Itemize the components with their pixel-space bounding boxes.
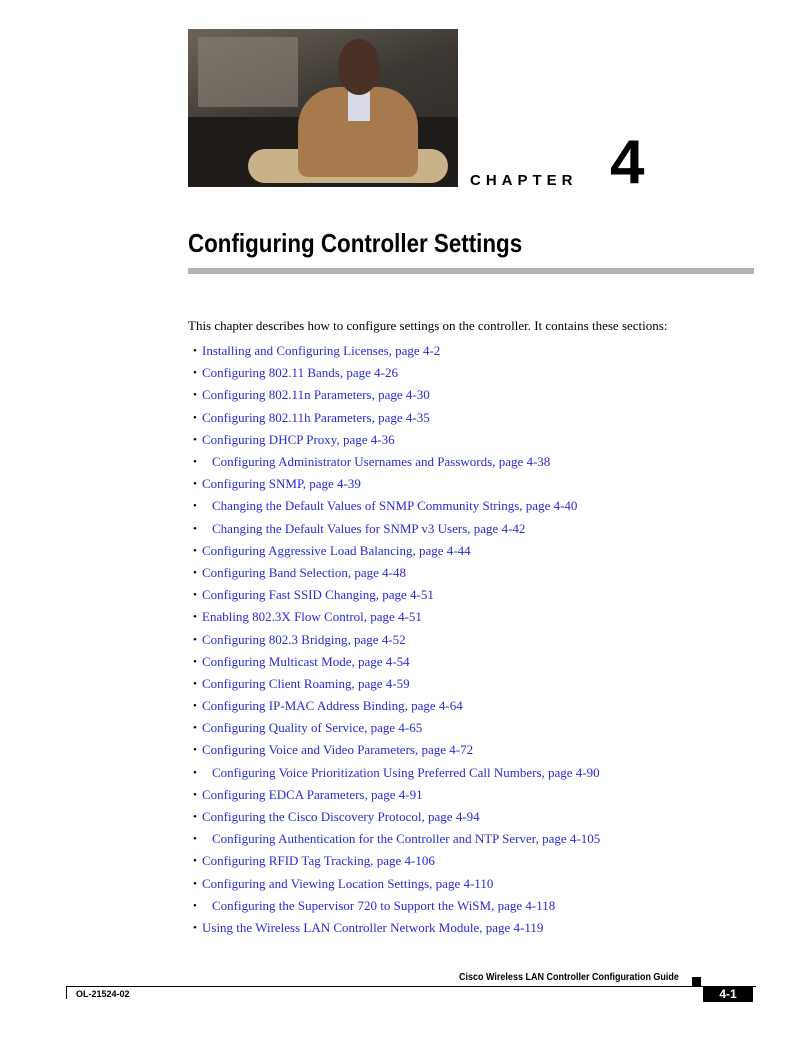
list-item — [193, 806, 600, 828]
section-link[interactable]: Configuring SNMP, page 4-39 — [202, 476, 361, 492]
section-link[interactable]: Configuring Quality of Service, page 4-65 — [202, 720, 423, 736]
list-item — [193, 628, 600, 650]
list-item — [193, 384, 600, 406]
page-title: Configuring Controller Settings — [188, 228, 523, 258]
bullet-icon: • — [193, 877, 197, 890]
list-item — [193, 762, 600, 784]
list-item — [193, 850, 600, 872]
list-item — [193, 473, 600, 495]
list-item — [193, 429, 600, 451]
bullet-icon: • — [193, 411, 197, 424]
list-item — [193, 362, 600, 384]
bullet-icon: • — [193, 589, 197, 602]
list-item — [193, 828, 600, 850]
page-number: 4-1 — [703, 986, 753, 1002]
list-item — [193, 673, 600, 695]
intro-text: This chapter describes how to configure settings on the controller. It contains these sections: — [188, 318, 668, 333]
section-link[interactable]: Changing the Default Values of SNMP Community Strings, page 4-40 — [212, 498, 578, 514]
bullet-icon: • — [193, 633, 197, 646]
section-link[interactable]: Configuring the Cisco Discovery Protocol, page 4-94 — [202, 809, 480, 825]
bullet-icon: • — [193, 478, 197, 491]
list-item — [193, 895, 600, 917]
bullet-icon: • — [193, 367, 197, 380]
section-link[interactable]: Configuring Band Selection, page 4-48 — [202, 564, 406, 580]
footer-divider — [66, 986, 756, 987]
section-link[interactable]: Configuring Fast SSID Changing, page 4-51 — [202, 587, 434, 603]
chapter-number: 4 — [610, 128, 645, 197]
list-item — [193, 340, 600, 362]
title-divider — [188, 268, 754, 274]
bullet-icon: • — [193, 345, 197, 358]
list-item — [193, 451, 600, 473]
bullet-icon: • — [193, 500, 197, 513]
bullet-icon: • — [193, 389, 197, 402]
bullet-icon: • — [193, 566, 197, 579]
bullet-icon: • — [193, 456, 197, 469]
section-link[interactable]: Configuring 802.11 Bands, page 4-26 — [202, 365, 398, 381]
list-item — [193, 917, 600, 939]
bullet-icon: • — [193, 544, 197, 557]
chapter-photo — [188, 29, 458, 187]
section-link[interactable]: Configuring 802.3 Bridging, page 4-52 — [202, 631, 406, 647]
list-item — [193, 518, 600, 540]
section-link[interactable]: Configuring Authentication for the Controller and NTP Server, page 4-105 — [212, 831, 601, 847]
section-link[interactable]: Configuring and Viewing Location Settings, page 4-110 — [202, 875, 494, 891]
section-link[interactable]: Configuring Voice and Video Parameters, page 4-72 — [202, 742, 474, 758]
list-item — [193, 651, 600, 673]
bullet-icon: • — [193, 921, 197, 934]
bullet-icon: • — [193, 744, 197, 757]
section-link[interactable]: Configuring DHCP Proxy, page 4-36 — [202, 431, 395, 447]
bullet-icon: • — [193, 611, 197, 624]
bullet-icon: • — [193, 788, 197, 801]
list-item — [193, 495, 600, 517]
footer-guide-title: Cisco Wireless LAN Controller Configuration Guide — [459, 972, 679, 983]
footer-marker — [692, 977, 701, 986]
bullet-icon: • — [193, 899, 197, 912]
list-item — [193, 562, 600, 584]
section-link[interactable]: Configuring Multicast Mode, page 4-54 — [202, 653, 410, 669]
bullet-icon: • — [193, 722, 197, 735]
list-item — [193, 407, 600, 429]
list-item — [193, 606, 600, 628]
bullet-icon: • — [193, 833, 197, 846]
section-link[interactable]: Enabling 802.3X Flow Control, page 4-51 — [202, 609, 422, 625]
bullet-icon: • — [193, 522, 197, 535]
section-link[interactable]: Configuring IP-MAC Address Binding, page 4-64 — [202, 698, 463, 714]
bullet-icon: • — [193, 855, 197, 868]
list-item — [193, 584, 600, 606]
section-link[interactable]: Configuring the Supervisor 720 to Support the WiSM, page 4-118 — [212, 897, 556, 913]
footer-tick — [66, 986, 67, 999]
section-link[interactable]: Configuring RFID Tag Tracking, page 4-106 — [202, 853, 435, 869]
section-link[interactable]: Configuring Administrator Usernames and Passwords, page 4-38 — [212, 454, 551, 470]
list-item — [193, 873, 600, 895]
list-item — [193, 784, 600, 806]
list-item — [193, 695, 600, 717]
list-item — [193, 540, 600, 562]
section-link[interactable]: Changing the Default Values for SNMP v3 Users, page 4-42 — [212, 520, 526, 536]
section-link[interactable]: Configuring Client Roaming, page 4-59 — [202, 675, 410, 691]
section-link[interactable]: Installing and Configuring Licenses, page 4-2 — [202, 343, 441, 359]
section-list — [193, 340, 600, 939]
bullet-icon: • — [193, 433, 197, 446]
section-link[interactable]: Configuring Aggressive Load Balancing, page 4-44 — [202, 542, 471, 558]
section-link[interactable]: Configuring 802.11n Parameters, page 4-30 — [202, 387, 430, 403]
bullet-icon: • — [193, 655, 197, 668]
section-link[interactable]: Configuring EDCA Parameters, page 4-91 — [202, 786, 423, 802]
bullet-icon: • — [193, 700, 197, 713]
bullet-icon: • — [193, 766, 197, 779]
section-link[interactable]: Configuring 802.11h Parameters, page 4-35 — [202, 409, 430, 425]
bullet-icon: • — [193, 677, 197, 690]
chapter-label: CHAPTER — [470, 172, 578, 189]
list-item — [193, 717, 600, 739]
section-link[interactable]: Configuring Voice Prioritization Using Preferred Call Numbers, page 4-90 — [212, 764, 600, 780]
bullet-icon: • — [193, 811, 197, 824]
footer-doc-number: OL-21524-02 — [76, 989, 130, 999]
section-link[interactable]: Using the Wireless LAN Controller Network Module, page 4-119 — [202, 919, 544, 935]
list-item — [193, 739, 600, 761]
